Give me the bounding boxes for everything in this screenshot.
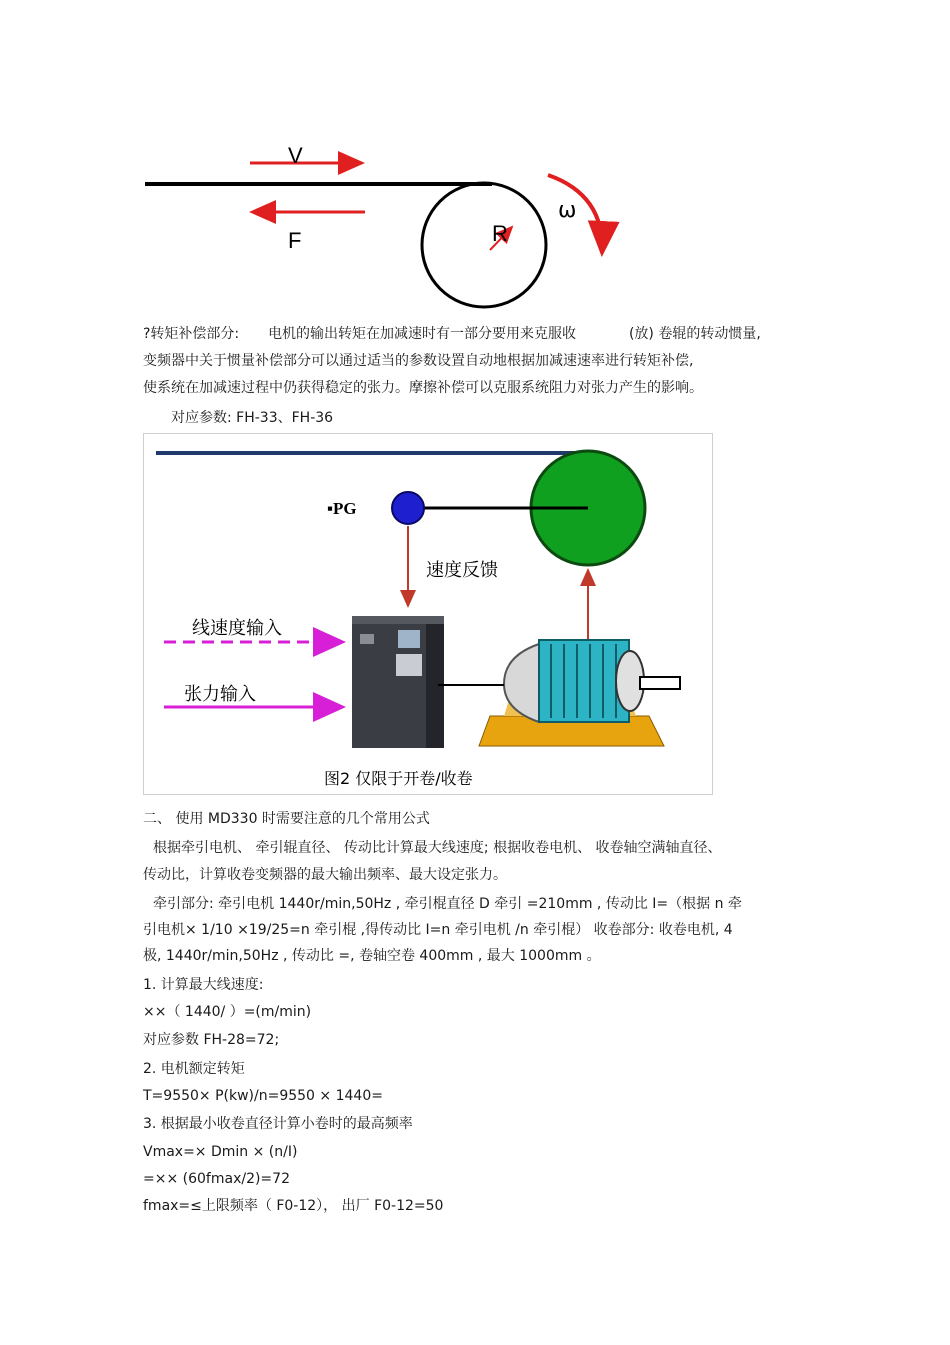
tension-input-label: 张力输入 <box>184 684 256 705</box>
section2-p1-line1: 根据牵引电机、 牵引辊直径、 传动比计算最大线速度; 根据收卷电机、 收卷轴空满轴直径、 <box>153 840 722 856</box>
torque-comp-heading: ?转矩补偿部分: <box>143 326 240 342</box>
item3-formula1: Vmax=× Dmin × (n/I) <box>143 1144 298 1160</box>
torque-comp-text-end: (放) 卷辊的转动惯量, <box>628 326 761 342</box>
item1-formula: ××（ 1440/ ）=(m/min) <box>143 1004 312 1020</box>
torque-comp-text: 电机的输出转矩在加减速时有一部分要用来克服收 <box>268 326 577 342</box>
section2-p1-line2: 传动比，计算收卷变频器的最大输出频率、最大设定张力。 <box>143 867 507 883</box>
item2-formula: T=9550× P(kw)/n=9550 × 1440= <box>143 1088 383 1104</box>
velocity-label: V <box>288 143 303 168</box>
omega-label: ω <box>558 198 577 223</box>
speed-feedback-label: 速度反馈 <box>426 560 498 581</box>
torque-comp-line2: 变频器中关于惯量补偿部分可以通过适当的参数设置自动地根据加减速速率进行转矩补偿, <box>143 353 694 369</box>
torque-comp-params: 对应参数: FH-33、FH-36 <box>171 410 334 426</box>
pg-feedback-diagram <box>143 433 713 795</box>
item2-title: 2. 电机额定转矩 <box>143 1061 245 1077</box>
roller-circle <box>422 183 546 307</box>
item3-formula3: fmax=≤上限频率（ F0-12）， 出厂 F0-12=50 <box>143 1198 444 1214</box>
section2-p2-line2: 引电机× 1/10 ×19/25=n 牵引棍 ,得传动比 I=n 牵引电机 /n 牵引棍） 收卷部分: 收卷电机, 4 <box>143 922 733 938</box>
roller-tension-diagram <box>140 135 640 315</box>
force-label: F <box>288 228 302 253</box>
radius-label: R <box>492 221 508 246</box>
pg-label: ▪PG <box>327 499 357 518</box>
line-speed-input-label: 线速度输入 <box>192 618 282 639</box>
item1-title: 1. 计算最大线速度: <box>143 977 264 993</box>
inverter-unit <box>352 616 444 748</box>
item3-title: 3. 根据最小收卷直径计算小卷时的最高频率 <box>143 1116 413 1132</box>
torque-comp-line1 <box>143 325 761 343</box>
section2-heading: 二、 使用 MD330 时需要注意的几个常用公式 <box>143 811 430 827</box>
motor <box>438 640 680 746</box>
item1-params: 对应参数 FH-28=72; <box>143 1032 280 1048</box>
item3-formula2: =×× (60fmax/2)=72 <box>143 1171 290 1187</box>
figure2-caption: 图2 仅限于开卷/收卷 <box>324 769 473 788</box>
section2-p2-line3: 极, 1440r/min,50Hz , 传动比 =, 卷轴空卷 400mm , 最大 1000mm 。 <box>143 948 601 964</box>
section2-p2-line1: 牵引部分: 牵引电机 1440r/min,50Hz , 牵引棍直径 D 牵引 =210mm , 传动比 I=（根据 n 牵 <box>153 896 742 912</box>
torque-comp-line3: 使系统在加减速过程中仍获得稳定的张力。摩擦补偿可以克服系统阻力对张力产生的影响。 <box>143 380 703 396</box>
pg-encoder <box>392 492 424 524</box>
